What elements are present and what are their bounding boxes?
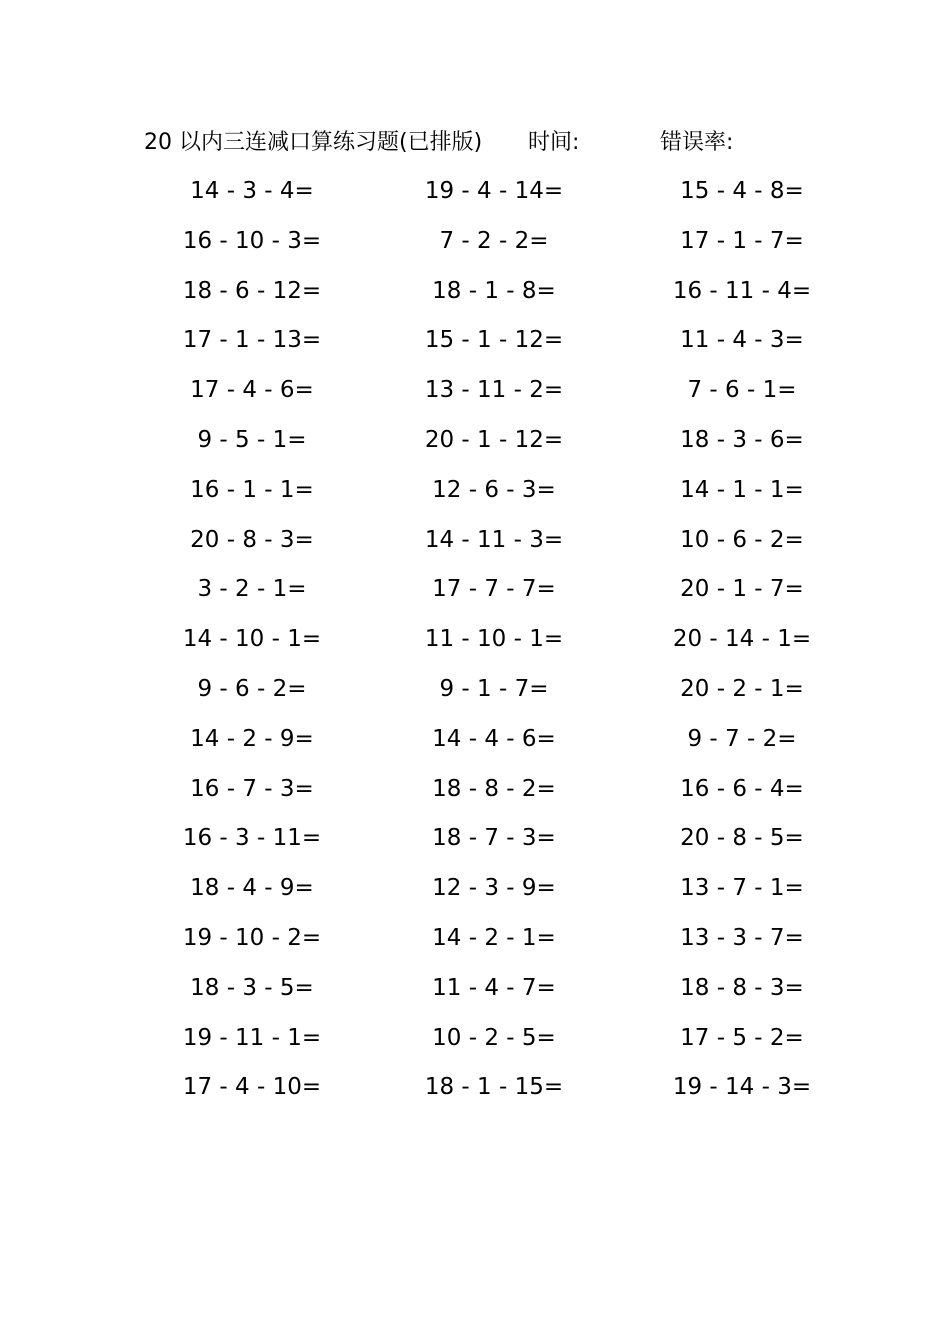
worksheet-title: 20 以内三连减口算练习题(已排版): [144, 130, 483, 155]
problem-item: 19 - 14 - 3=: [672, 1074, 812, 1101]
error-rate-label: 错误率:: [660, 130, 734, 155]
problem-item: 17 - 4 - 10=: [182, 1074, 322, 1101]
problem-item: 17 - 1 - 7=: [680, 227, 804, 254]
problem-item: 17 - 5 - 2=: [680, 1024, 804, 1051]
problem-item: 11 - 4 - 3=: [680, 327, 804, 354]
problem-item: 9 - 5 - 1=: [197, 426, 307, 453]
problem-item: 18 - 1 - 8=: [432, 277, 556, 304]
problem-item: 18 - 3 - 5=: [190, 974, 314, 1001]
problem-item: 17 - 7 - 7=: [432, 576, 556, 603]
problem-row: [130, 422, 820, 472]
problem-row: [130, 571, 820, 621]
problem-item: 10 - 2 - 5=: [432, 1024, 556, 1051]
problem-item: 15 - 1 - 12=: [424, 327, 564, 354]
problem-item: 16 - 6 - 4=: [680, 775, 804, 802]
problem-item: 16 - 3 - 11=: [182, 825, 322, 852]
problem-item: 12 - 6 - 3=: [432, 476, 556, 503]
problem-row: [130, 771, 820, 821]
worksheet-header: [144, 126, 784, 160]
problem-row: [130, 920, 820, 970]
problem-item: 14 - 4 - 6=: [432, 725, 556, 752]
problem-item: 19 - 11 - 1=: [182, 1024, 322, 1051]
problem-item: 14 - 2 - 1=: [432, 924, 556, 951]
problem-item: 18 - 4 - 9=: [190, 875, 314, 902]
problem-item: 18 - 8 - 3=: [680, 974, 804, 1001]
problem-item: 7 - 6 - 1=: [687, 377, 797, 404]
problem-item: 20 - 1 - 12=: [424, 426, 564, 453]
problem-row: [130, 870, 820, 920]
problem-item: 20 - 14 - 1=: [672, 626, 812, 653]
problem-item: 10 - 6 - 2=: [680, 526, 804, 553]
problem-item: 16 - 1 - 1=: [190, 476, 314, 503]
problem-item: 18 - 8 - 2=: [432, 775, 556, 802]
problem-item: 3 - 2 - 1=: [197, 576, 307, 603]
problem-item: 17 - 1 - 13=: [182, 327, 322, 354]
problem-grid: [130, 173, 820, 1119]
problem-item: 9 - 1 - 7=: [439, 675, 549, 702]
problem-item: 18 - 6 - 12=: [182, 277, 322, 304]
problem-row: [130, 621, 820, 671]
problem-row: [130, 1069, 820, 1119]
problem-row: [130, 372, 820, 422]
problem-item: 20 - 2 - 1=: [680, 675, 804, 702]
problem-item: 13 - 3 - 7=: [680, 924, 804, 951]
problem-item: 14 - 2 - 9=: [190, 725, 314, 752]
problem-item: 16 - 7 - 3=: [190, 775, 314, 802]
problem-item: 14 - 1 - 1=: [680, 476, 804, 503]
time-label: 时间:: [528, 130, 580, 155]
problem-item: 20 - 8 - 3=: [190, 526, 314, 553]
problem-item: 16 - 11 - 4=: [672, 277, 812, 304]
problem-item: 9 - 6 - 2=: [197, 675, 307, 702]
problem-item: 16 - 10 - 3=: [182, 227, 322, 254]
problem-item: 19 - 4 - 14=: [424, 178, 564, 204]
problem-item: 20 - 8 - 5=: [680, 825, 804, 852]
problem-row: [130, 522, 820, 572]
problem-row: [130, 322, 820, 372]
problem-item: 15 - 4 - 8=: [680, 178, 804, 204]
problem-item: 20 - 1 - 7=: [680, 576, 804, 603]
problem-item: 17 - 4 - 6=: [190, 377, 314, 404]
problem-row: [130, 273, 820, 323]
problem-item: 11 - 4 - 7=: [432, 974, 556, 1001]
problem-item: 9 - 7 - 2=: [687, 725, 797, 752]
problem-item: 18 - 1 - 15=: [424, 1074, 564, 1101]
problem-item: 19 - 10 - 2=: [182, 924, 322, 951]
problem-row: [130, 472, 820, 522]
problem-row: [130, 1020, 820, 1070]
problem-item: 13 - 7 - 1=: [680, 875, 804, 902]
problem-item: 14 - 10 - 1=: [182, 626, 322, 653]
problem-row: [130, 820, 820, 870]
problem-item: 14 - 11 - 3=: [424, 526, 564, 553]
problem-row: [130, 223, 820, 273]
problem-item: 13 - 11 - 2=: [424, 377, 564, 404]
problem-row: [130, 671, 820, 721]
problem-row: [130, 970, 820, 1020]
problem-item: 14 - 3 - 4=: [190, 178, 314, 204]
problem-row: [130, 173, 820, 223]
problem-item: 18 - 7 - 3=: [432, 825, 556, 852]
problem-item: 11 - 10 - 1=: [424, 626, 564, 653]
problem-item: 7 - 2 - 2=: [439, 227, 549, 254]
problem-row: [130, 721, 820, 771]
problem-item: 12 - 3 - 9=: [432, 875, 556, 902]
problem-item: 18 - 3 - 6=: [680, 426, 804, 453]
